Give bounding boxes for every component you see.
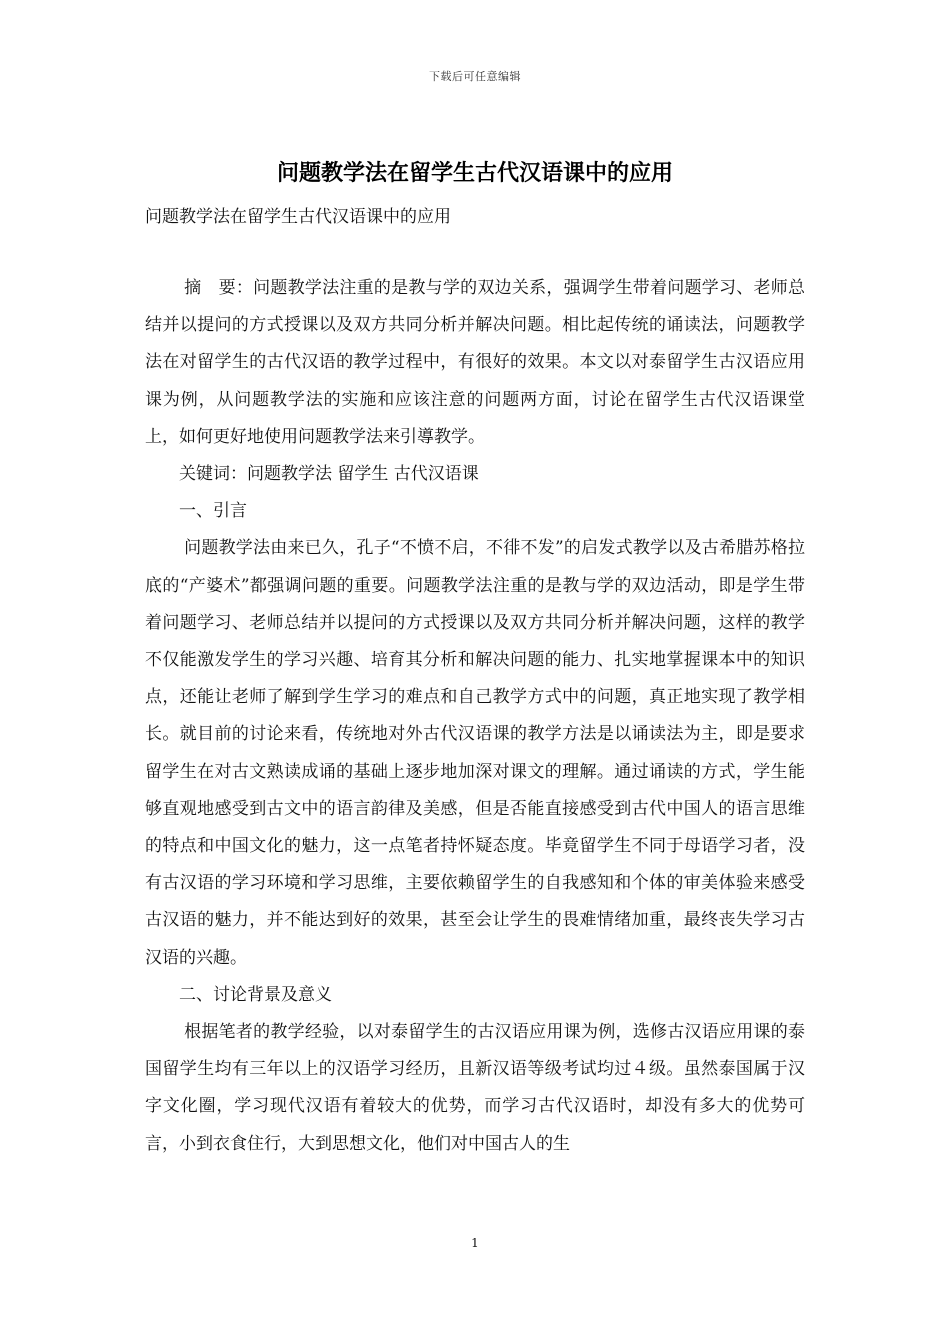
abstract-paragraph: 摘 要：问题教学法注重的是教与学的双边关系，强调学生带着问题学习、老师总结并以提问的方式授课以及双方共同分析并解决问题。相比起传统的诵读法，问题教学法在对留学生的古代汉语的教学过程中，有很好的效果。本文以对泰留学生古汉语应用课为例，从问题教学法的实施和应该注意的问题两方面，讨论在留学生古代汉语课堂上，如何更好地使用问题教学法来引導教学。 — [145, 278, 805, 447]
document-title: 问题教学法在留学生古代汉语课中的应用 — [276, 160, 673, 186]
section-heading-background: 二、讨论背景及意义 — [179, 984, 332, 1005]
keywords-line: 关键词：问题教学法 留学生 古代汉语课 — [179, 464, 479, 485]
background-paragraph: 根据笔者的教学经验，以对泰留学生的古汉语应用课为例，选修古汉语应用课的泰国留学生均有三年以上的汉语学习经历，且新汉语等级考试均过４级。虽然泰国属于汉字文化圈，学习现代汉语有着较大的优势，而学习古代汉语时，却没有多大的优势可言，小到衣食住行，大到思想文化，他们对中国古人的生 — [145, 1022, 805, 1154]
section-heading-introduction: 一、引言 — [179, 501, 247, 522]
introduction-paragraph: 问题教学法由来已久，孔子“不愤不启，不徘不发”的启发式教学以及古希腊苏格拉底的“产婆术”都强调问题的重要。问题教学法注重的是教与学的双边活动，即是学生带着问题学习、老师总结并以提问的方式授课以及双方共同分析并解决问题，这样的教学不仅能激发学生的学习兴趣、培育其分析和解决问题的能力、扎实地掌握课本中的知识点，还能让老师了解到学生学习的难点和自己教学方式中的问题，真正地实现了教学相长。就目前的讨论来看，传统地对外古代汉语课的教学方法是以诵读法为主，即是要求留学生在对古文熟读成诵的基础上逐步地加深对课文的理解。通过诵读的方式，学生能够直观地感受到古文中的语言韵律及美感，但是否能直接感受到古代中国人的语言思维的特点和中国文化的魅力，这一点笔者持怀疑态度。毕竟留学生不同于母语学习者，没有古汉语的学习环境和学习思维，主要依赖留学生的自我感知和个体的审美体验来感受古汉语的魅力，并不能达到好的效果，甚至会让学生的畏难情绪加重，最终丧失学习古汉语的兴趣。 — [145, 538, 805, 968]
document-subtitle: 问题教学法在留学生古代汉语课中的应用 — [145, 207, 451, 227]
page-number: 1 — [471, 1236, 479, 1250]
header-note: 下载后可任意编辑 — [429, 70, 521, 83]
document-body — [145, 270, 805, 1163]
